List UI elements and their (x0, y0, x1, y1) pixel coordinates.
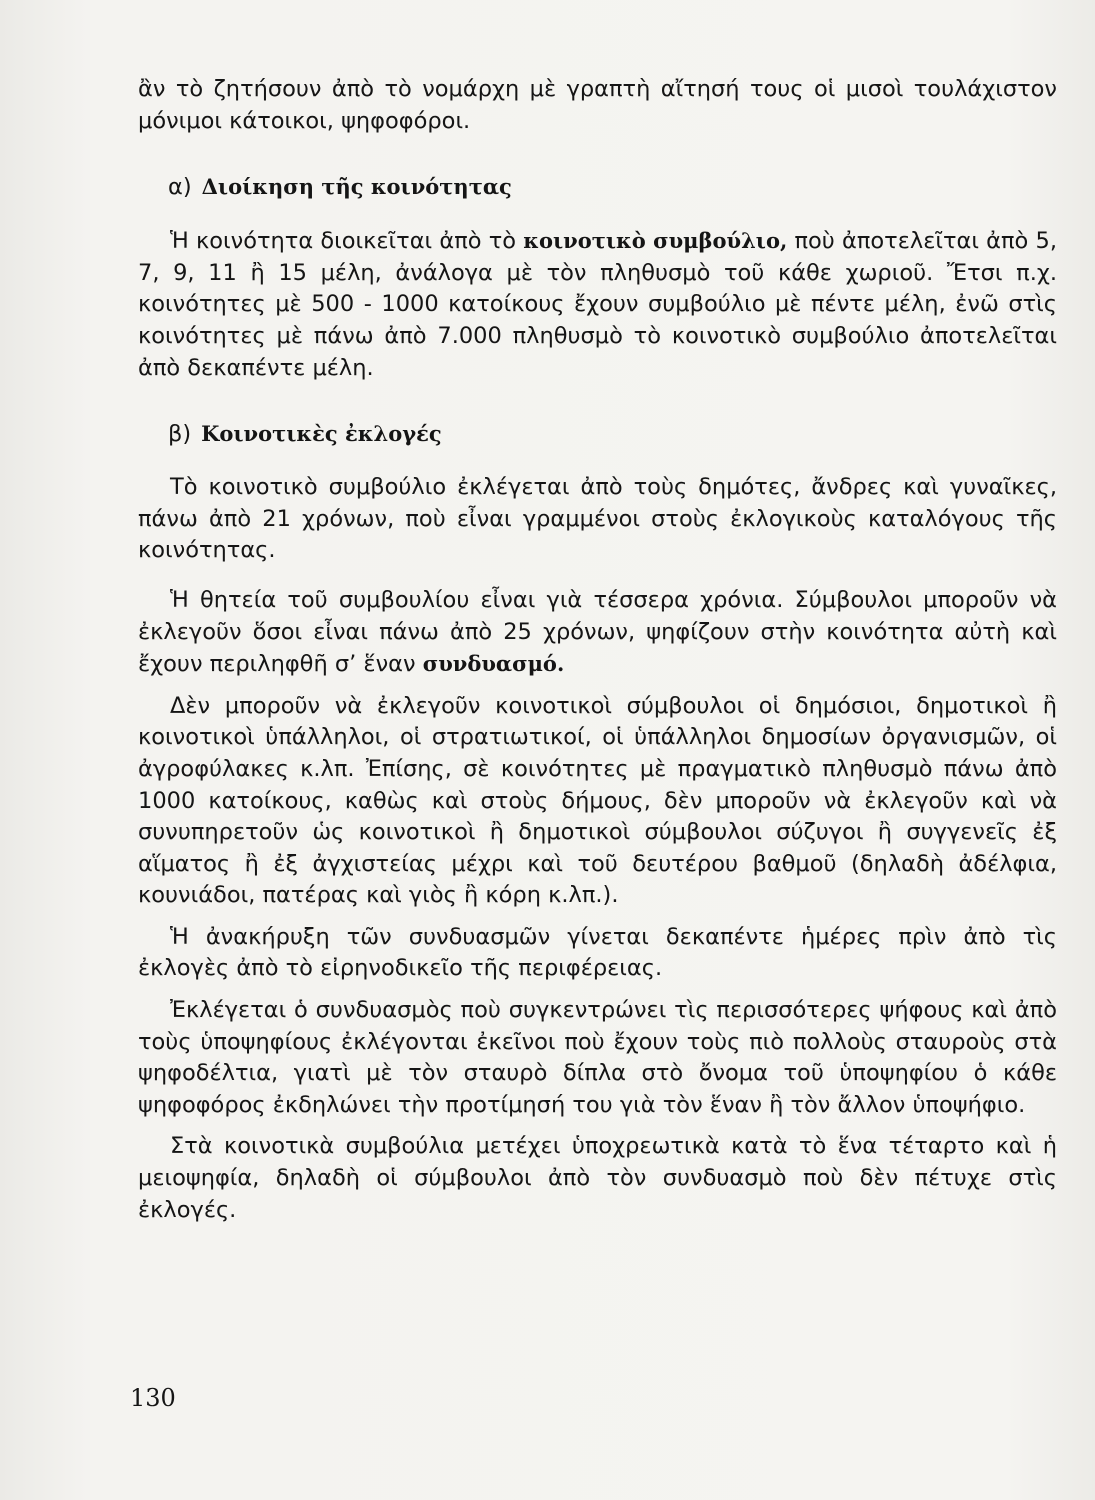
section-b-paragraph-6: Στὰ κοινοτικὰ συμβούλια μετέχει ὑποχρεωτικὰ κατὰ τὸ ἕνα τέταρτο καὶ ἡ μειοψηφία, δηλαδὴ οἱ σύμβουλοι ἀπὸ τὸν συνδυασμὸ ποὺ δὲν πέτυχε στὶς ἐκλογές. (138, 1133, 1057, 1223)
section-b-paragraph-5: Ἐκλέγεται ὁ συνδυασμὸς ποὺ συγκεντρώνει τὶς περισσότερες ψήφους καὶ ἀπὸ τοὺς ὑποψηφίους ἐκλέγονται ἐκεῖνοι ποὺ ἔχουν τοὺς πιὸ πολλοὺς σταυροὺς στὰ ψηφοδέλτια, γιατὶ μὲ τὸν σταυρὸ δίπλα στὸ ὄνομα τοῦ ὑποψηφίου ὁ κάθε ψηφοφόρος ἐκδηλώνει τὴν προτίμησή του γιὰ τὸν ἕναν ἢ τὸν ἄλλον ὑποψήφιο. (138, 997, 1057, 1118)
section-a-text-start: Ἡ κοινότητα διοικεῖται ἀπὸ τὸ (170, 228, 524, 255)
section-a-text-end: ποὺ ἀποτελεῖται ἀπὸ 5, 7, 9, 11 ἢ 15 μέλη, ἀνάλογα μὲ τὸν πληθυσμὸ τοῦ κάθε χωριοῦ. Ἔτσι π.χ. κοινότητες μὲ 500 - 1000 κατοίκους ἔχουν συμβούλιο μὲ πέντε μέλη, ἐνῶ στὶς κοινότητες μὲ πάνω ἀπὸ 7.000 πληθυσμὸ τὸ κοινοτικὸ συμβούλιο ἀποτελεῖται ἀπὸ δεκαπέντε μέλη. (138, 228, 1057, 381)
section-b-p2-text: Ἡ θητεία τοῦ συμβουλίου εἶναι γιὰ τέσσερα χρόνια. Σύμβουλοι μποροῦν νὰ ἐκλεγοῦν ὅσοι εἶναι πάνω ἀπὸ 25 χρόνων, ψηφίζουν στὴν κοινότητα αὐτὴ καὶ ἔχουν περιληφθῆ σ’ ἕναν (138, 586, 1057, 678)
page-number: 130 (130, 1384, 176, 1412)
section-b-letter: β) (168, 421, 192, 448)
section-a-heading (138, 171, 1057, 203)
intro-paragraph: ἂν τὸ ζητήσουν ἀπὸ τὸ νομάρχη μὲ γραπτὴ αἴτησή τους οἱ μισοὶ τουλάχιστον μόνιμοι κάτοικοι, ψηφοφόροι. (138, 76, 1057, 134)
section-a-bold-term: κοινοτικὸ συμβούλιο, (523, 228, 788, 254)
section-b-title: Κοινοτικὲς ἐκλογές (201, 421, 442, 447)
section-b-paragraph-2 (138, 585, 1057, 681)
section-a-letter: α) (168, 174, 192, 201)
section-a-paragraph (138, 225, 1057, 384)
section-b-paragraph-3: Δὲν μποροῦν νὰ ἐκλεγοῦν κοινοτικοὶ σύμβουλοι οἱ δημόσιοι, δημοτικοὶ ἢ κοινοτικοὶ ὑπάλληλοι, οἱ στρατιωτικοί, οἱ ὑπάλληλοι δημοσίων ὀργανισμῶν, οἱ ἀγροφύλακες κ.λπ. Ἐπίσης, σὲ κοινότητες μὲ πραγματικὸ πληθυσμὸ πάνω ἀπὸ 1000 κατοίκους, καθὼς καὶ στοὺς δήμους, δὲν μποροῦν νὰ ἐκλεγοῦν καὶ νὰ συνυπηρετοῦν ὡς κοινοτικοὶ ἢ δημοτικοὶ σύμβουλοι σύζυγοι ἢ συγγενεῖς ἐξ αἵματος ἢ ἐξ ἀγχιστείας μέχρι καὶ τοῦ δευτέρου βαθμοῦ (δηλαδὴ ἀδέλφια, κουνιάδοι, πατέρας καὶ γιὸς ἢ κόρη κ.λπ.). (138, 692, 1057, 909)
section-b-paragraph-4: Ἡ ἀνακήρυξη τῶν συνδυασμῶν γίνεται δεκαπέντε ἡμέρες πρὶν ἀπὸ τὶς ἐκλογὲς ἀπὸ τὸ εἰρηνοδικεῖο τῆς περιφέρειας. (138, 923, 1057, 982)
section-a-title: Διοίκηση τῆς κοινότητας (201, 174, 512, 200)
section-b-p2-bold-term: συνδυασμό. (422, 651, 565, 677)
section-b-paragraph-1: Τὸ κοινοτικὸ συμβούλιο ἐκλέγεται ἀπὸ τοὺς δημότες, ἄνδρες καὶ γυναῖκες, πάνω ἀπὸ 21 χρόνων, ποὺ εἶναι γραμμένοι στοὺς ἐκλογικοὺς καταλόγους τῆς κοινότητας. (138, 474, 1057, 564)
section-b-heading (138, 418, 1057, 450)
